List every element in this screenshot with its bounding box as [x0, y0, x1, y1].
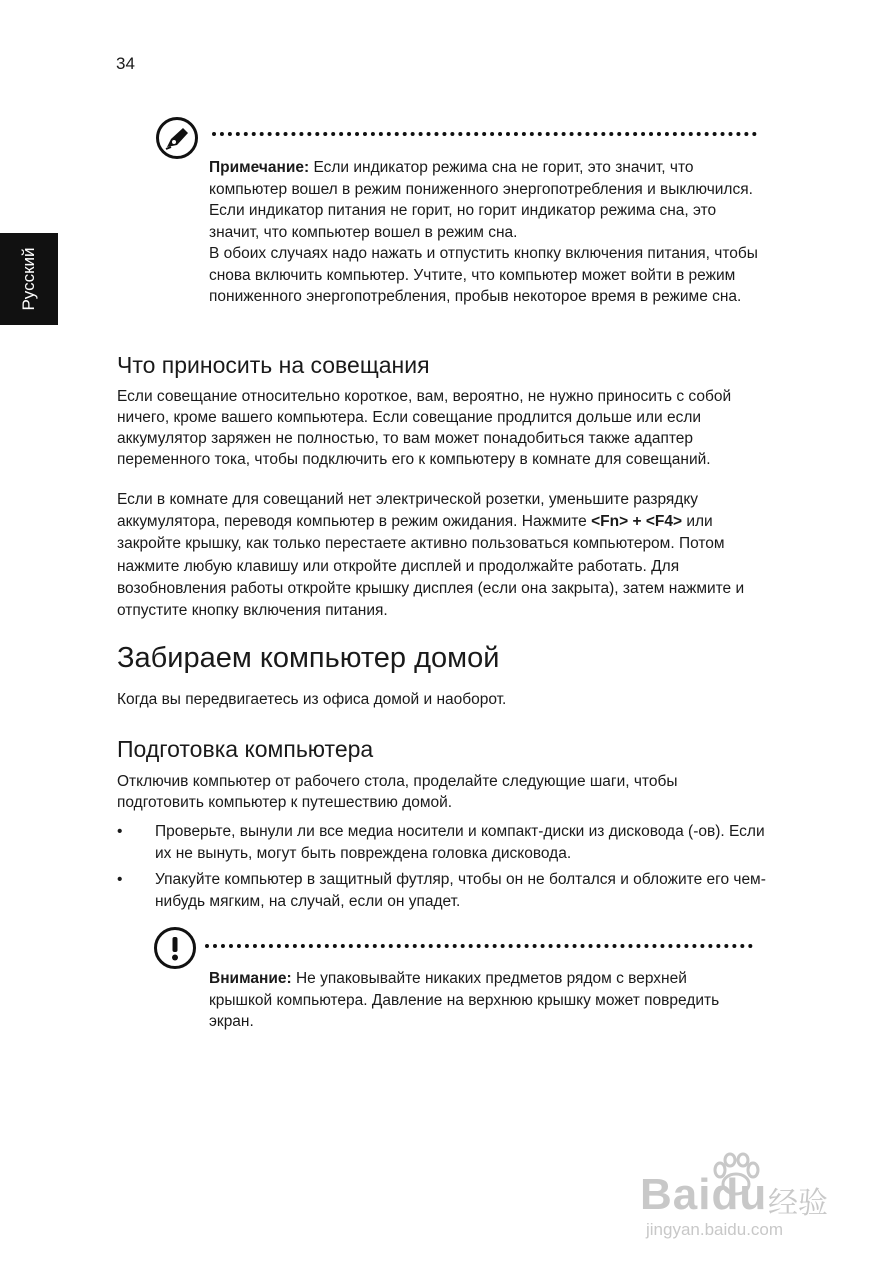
heading-take-home: Забираем компьютер домой — [117, 642, 500, 674]
bullet-marker: • — [117, 871, 123, 888]
watermark-logo: Baidu — [640, 1170, 768, 1219]
baidu-watermark — [640, 1150, 850, 1250]
page-number: 34 — [116, 54, 135, 73]
meetings-paragraph-1: Если совещание относительно короткое, вам, вероятно, не нужно приносить с собой ничего, кроме вашего компьютера. Если совещание продлится дольше или если аккумулятор заряжен не полностью, то вам может понадобиться также адаптер переменного тока, чтобы подключить его к компьютеру в комнате для совещаний. — [117, 388, 732, 468]
meetings-paragraph-2 — [117, 489, 765, 622]
take-home-intro: Когда вы передвигаетесь из офиса домой и наоборот. — [117, 691, 507, 708]
fn-f4-keys: <Fn> + <F4> — [591, 513, 683, 531]
heading-meetings: Что приносить на совещания — [117, 352, 430, 378]
note-label: Примечание: — [209, 159, 310, 176]
language-side-tab — [0, 233, 58, 325]
warning-dotted-rule — [205, 944, 753, 948]
note-dotted-rule — [212, 132, 757, 136]
warning-exclamation-icon — [154, 927, 196, 969]
warning-body: Не упаковывайте никаких предметов рядом с верхней крышкой компьютера. Давление на верхнюю крышку может повредить экран. — [209, 970, 720, 1030]
list-item-text: Проверьте, вынули ли все медиа носители и компакт-диски из дисковода (-ов). Если их не вынуть, могут быть повреждена головка дисковода. — [155, 823, 765, 862]
warning-text — [209, 968, 754, 1033]
warning-label: Внимание: — [209, 970, 292, 987]
prepare-intro: Отключив компьютер от рабочего стола, проделайте следующие шаги, чтобы подготовить компьютер к путешествию домой. — [117, 773, 678, 811]
language-side-tab-label: Русский — [19, 247, 38, 311]
note-text — [209, 157, 769, 308]
meetings-p2-text-a: Если в комнате для совещаний нет электрической розетки, уменьшите разрядку аккумулятора, переводя компьютер в режим ожидания. Нажмите — [117, 491, 699, 531]
note-body-2: В обоих случаях надо нажать и отпустить кнопку включения питания, чтобы снова включить компьютер. Учтите, что компьютер может войти в режим пониженного энергопотребления, пробыв некоторое время в режиме сна. — [209, 245, 758, 305]
bullet-marker: • — [117, 823, 123, 840]
note-body: Если индикатор режима сна не горит, это значит, что компьютер вошел в режим пониженного энергопотребления и выключился. Если индикатор питания не горит, но горит индикатор режима сна, это значит, что компьютер вошел в режим сна. — [209, 159, 753, 241]
meetings-p2-text-b: или закройте крышку, как только перестаете активно пользоваться компьютером. Потом нажмите любую клавишу или откройте дисплей и продолжайте работать. Для возобновления работы откройте крышку дисплея (если она закрыта), затем нажмите и отпустите кнопку включения питания. — [117, 513, 745, 620]
watermark-url: jingyan.baidu.com — [646, 1220, 784, 1239]
heading-prepare-computer: Подготовка компьютера — [117, 736, 374, 762]
note-pen-icon — [156, 117, 198, 159]
watermark-cn: 经验 — [768, 1187, 828, 1220]
list-item-text: Упакуйте компьютер в защитный футляр, чтобы он не болтался и обложите его чем-нибудь мягким, на случай, если он упадет. — [155, 871, 766, 910]
